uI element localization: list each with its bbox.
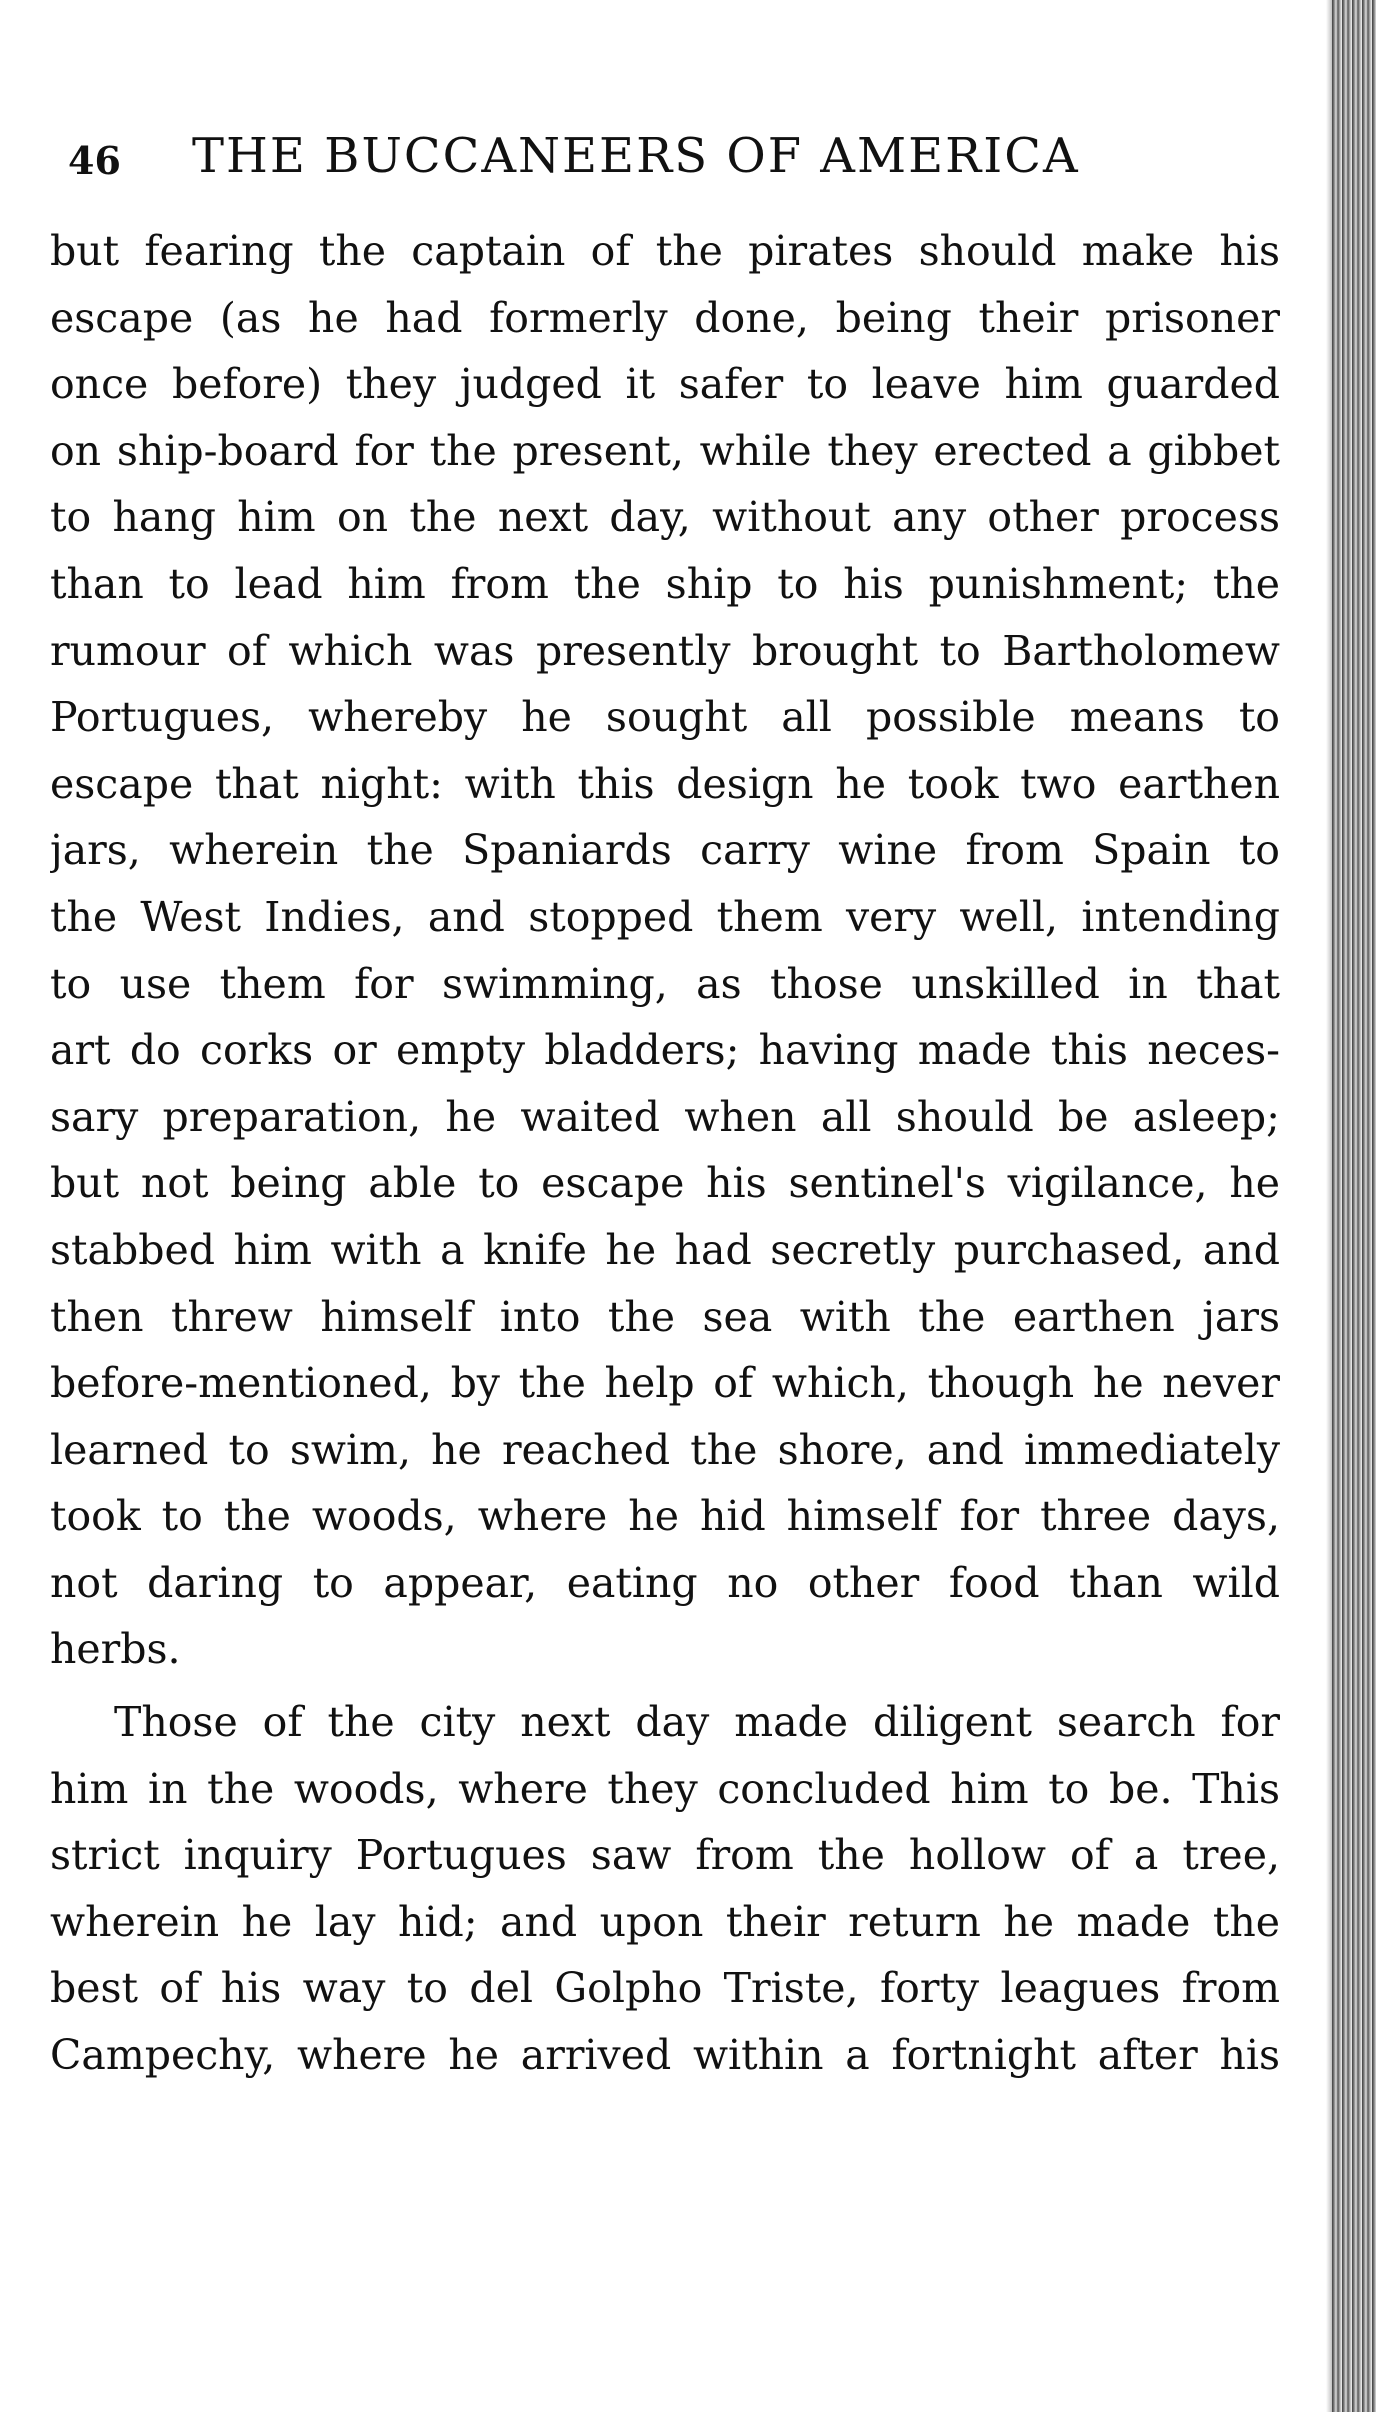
text-line: rumour of which was presently brought to Bartholomew [50,626,1280,675]
text-line: herbs. [50,1625,181,1674]
text-line: Portugues, whereby he sought all possible means to [50,693,1280,742]
text-line: stabbed him with a knife he had secretly purchased, and [50,1225,1280,1274]
text-line: but fearing the captain of the pirates should make his [50,227,1280,275]
book-page-edge [1332,0,1376,2412]
text-line: not daring to appear, eating no other food than wild [50,1558,1280,1607]
text-line: best of his way to del Golpho Triste, forty leagues from [50,1964,1280,2013]
text-line: escape that night: with this design he took two earthen [50,759,1280,808]
text-line: wherein he lay hid; and upon their return he made the [50,1897,1280,1946]
page-header [68,128,1268,188]
body-text [50,218,1280,2089]
text-line: learned to swim, he reached the shore, and immediately [50,1425,1280,1474]
page-number: 46 [68,138,121,183]
text-line: but not being able to escape his sentinel's vigilance, he [50,1159,1280,1208]
text-line: to hang him on the next day, without any other process [50,493,1280,542]
text-line: to use them for swimming, as those unskilled in that [50,959,1280,1008]
text-line: sary preparation, he waited when all should be asleep; [50,1092,1280,1141]
text-line: escape (as he had formerly done, being their prisoner [50,293,1280,342]
paragraph-2 [50,1689,1280,2089]
text-line: Those of the city next day made diligent search for [114,1698,1280,1747]
text-line: Campechy, where he arrived within a fortnight after his [50,2031,1280,2080]
text-line: on ship-board for the present, while they erected a gibbet [50,426,1280,475]
text-line: then threw himself into the sea with the earthen jars [50,1292,1280,1341]
text-line: before-mentioned, by the help of which, though he never [50,1359,1280,1408]
text-line: jars, wherein the Spaniards carry wine from Spain to [50,826,1280,875]
text-line: him in the woods, where they concluded him to be. This [50,1764,1280,1813]
paragraph-1 [50,218,1280,1683]
running-title: THE BUCCANEERS OF AMERICA [192,128,1080,184]
text-line: than to lead him from the ship to his punishment; the [50,559,1280,608]
text-line: once before) they judged it safer to leave him guarded [50,360,1280,409]
text-line: the West Indies, and stopped them very well, intending [50,892,1280,941]
text-line: took to the woods, where he hid himself for three days, [50,1492,1280,1541]
text-line: strict inquiry Portugues saw from the hollow of a tree, [50,1831,1280,1880]
text-line: art do corks or empty bladders; having made this neces- [50,1026,1280,1075]
